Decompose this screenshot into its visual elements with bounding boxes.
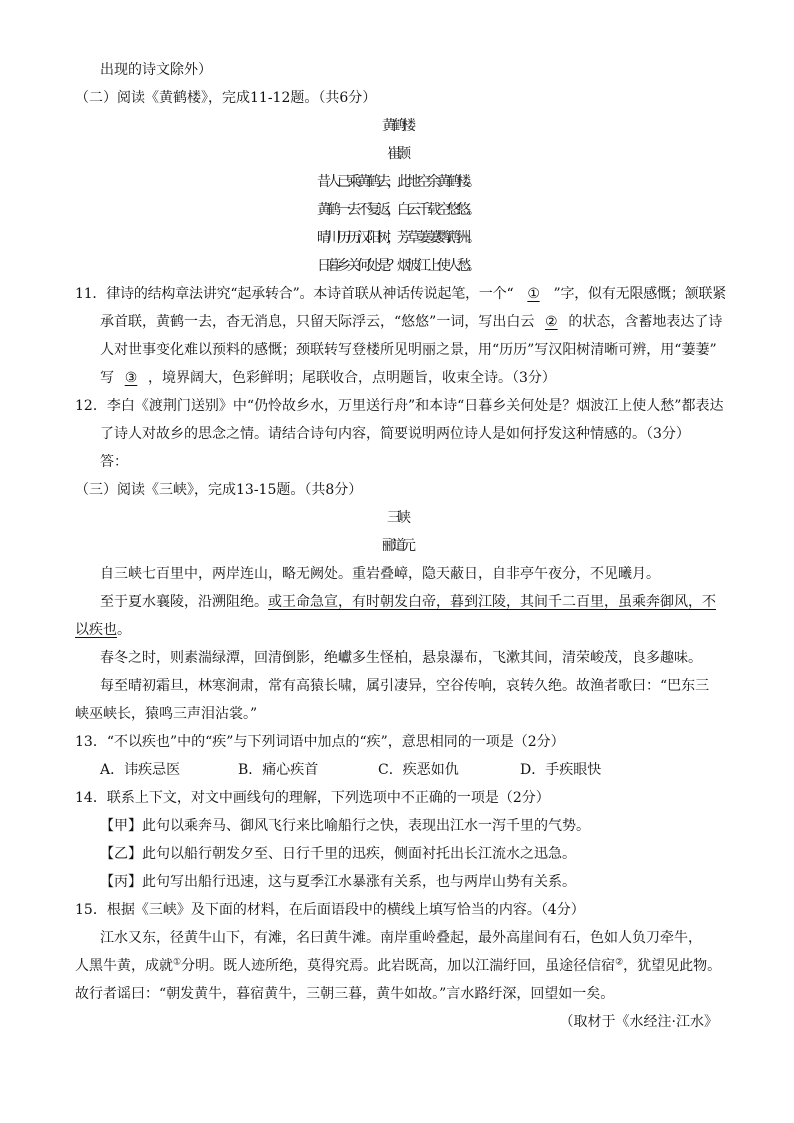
question-11-cont: [100, 308, 722, 336]
question-text: 承首联，黄鹤一去，杳无消息，只留天际浮云，“悠悠”一词，写出白云: [100, 314, 535, 330]
poem-line: 黄鹤一去不复返，白云千载空悠悠。: [317, 202, 477, 218]
material-text: 人黑牛黄，成就: [75, 958, 173, 974]
answer-label: 答：: [100, 454, 128, 470]
essay-title: 三峡: [387, 510, 407, 526]
section-heading: （三）阅读《三峡》，完成13-15题。（共8分）: [75, 482, 363, 498]
essay-paragraph: 每至晴初霜旦，林寒涧肃，常有高猿长啸，属引凄异，空谷传响，哀转久绝。故渔者歌曰：“巴东三: [100, 678, 710, 694]
source-citation: （取材于《水经注·江水》: [559, 1014, 718, 1030]
material-text: ，犹望见此物。: [623, 958, 722, 974]
underlined-sentence: 或王命急宣，有时朝发白帝，暮到江陵，其间千二百里，虽乘奔御风，不: [268, 594, 716, 610]
material-paragraph: 江水又东，径黄牛山下，有滩，名曰黄牛滩。南岸重岭叠起，最外高崖间有石，色如人负刀牵牛，: [100, 930, 702, 946]
essay-paragraph: 自三峡七百里中，两岸连山，略无阙处。重岩叠嶂，隐天蔽日，自非亭午夜分，不见曦月。: [100, 566, 660, 582]
footnote-mark: ②: [615, 957, 624, 968]
option-c: C．疾恶如仇: [378, 762, 459, 778]
essay-paragraph-cont: [75, 616, 131, 644]
poem-title: 黄鹤楼: [382, 118, 412, 134]
essay-paragraph: 春冬之时，则素湍绿潭，回清倒影，绝巘多生怪柏，悬泉瀑布，飞漱其间，清荣峻茂，良多趣味。: [100, 650, 702, 666]
question-12-cont: 了诗人对故乡的思念之情。请结合诗句内容，简要说明两位诗人是如何抒发这种情感的。（3分）: [100, 426, 690, 442]
question-text: 的状态，含蓄地表达了诗: [568, 314, 723, 330]
poem-line: 昔人已乘黄鹤去，此地空余黄鹤楼。: [317, 174, 477, 190]
essay-text: 至于夏水襄陵，沿溯阻绝。: [100, 594, 268, 610]
question-15: 15．根据《三峡》及下面的材料，在后面语段中的横线上填写恰当的内容。（4分）: [75, 902, 585, 918]
option-b: B．痛心疾首: [238, 762, 319, 778]
option-a: A．讳疾忌医: [100, 762, 181, 778]
essay-paragraph: [100, 588, 716, 616]
poem-author: 崔颢: [387, 146, 407, 162]
material-paragraph-cont: [75, 952, 721, 980]
question-text: 写: [100, 370, 114, 386]
underlined-sentence: 以疾也: [75, 622, 117, 638]
choice-bing: 【丙】此句写出船行迅速，这与夏季江水暴涨有关系，也与两岸山势有关系。: [100, 874, 576, 890]
material-text: 分明。既人迹所绝，莫得究焉。此岩既高，加以江湍纡回，虽途径信宿: [181, 958, 616, 974]
question-text: 11．律诗的结构章法讲究“起承转合”。本诗首联从神话传说起笔，一个“: [75, 286, 514, 302]
question-11: [75, 280, 726, 308]
section-heading: （二）阅读《黄鹤楼》，完成11-12题。（共6分）: [75, 90, 377, 106]
option-d: D．手疾眼快: [520, 762, 602, 778]
blank-1: ①: [527, 286, 540, 302]
poem-line: 晴川历历汉阳树，芳草萋萋鹦鹉洲。: [317, 230, 477, 246]
question-text: ”字，似有无限感慨；颔联紧: [553, 286, 727, 302]
question-13: 13．“不以疾也”中的“疾”与下列词语中加点的“疾”，意思相同的一项是（2分）: [75, 734, 565, 750]
blank-3: ③: [124, 370, 138, 386]
text-line: 出现的诗文除外）: [100, 62, 212, 78]
question-11-cont: [100, 364, 556, 392]
choice-jia: 【甲】此句以乘奔马、御风飞行来比喻船行之快，表现出江水一泻千里的气势。: [100, 818, 590, 834]
question-12: 12．李白《渡荆门送别》中“仍怜故乡水，万里送行舟”和本诗“日暮乡关何处是？烟波江上使人愁”都表达: [75, 398, 724, 414]
blank-2: ②: [545, 314, 558, 330]
choice-yi: 【乙】此句以船行朝发夕至、日行千里的迅疾，侧面衬托出长江流水之迅急。: [100, 846, 576, 862]
essay-text: 。: [117, 622, 131, 638]
question-11-cont: 人对世事变化难以预料的感慨；颈联转写登楼所见明丽之景，用“历历”写汉阳树清晰可辨，用“萋萋”: [100, 342, 717, 358]
essay-author: 郦道元: [382, 538, 412, 554]
question-14: 14．联系上下文，对文中画线句的理解，下列选项中不正确的一项是（2分）: [75, 790, 550, 806]
question-text: ，境界阔大，色彩鲜明；尾联收合，点明题旨，收束全诗。（3分）: [148, 370, 556, 386]
poem-line: 日暮乡关何处是？烟波江上使人愁。: [317, 258, 477, 274]
material-paragraph-cont: 故行者谣曰：“朝发黄牛，暮宿黄牛，三朝三暮，黄牛如故。”言水路纡深，回望如一矣。: [75, 986, 615, 1002]
footnote-mark: ①: [173, 957, 182, 968]
essay-paragraph-cont: 峡巫峡长，猿鸣三声泪沾裳。”: [75, 706, 258, 722]
